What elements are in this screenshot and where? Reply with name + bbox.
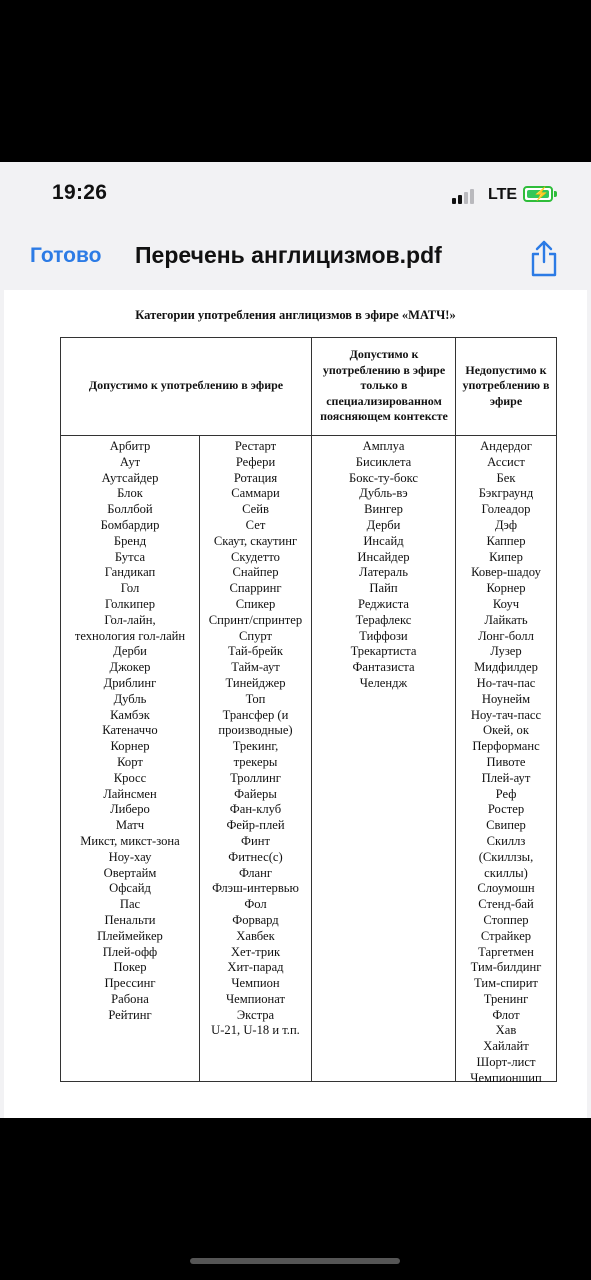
- document-heading: Категории употребления англицизмов в эфире «МАТЧ!»: [135, 308, 456, 322]
- list-item: Микст, микст-зона: [80, 833, 180, 848]
- battery-cap: [554, 191, 557, 197]
- list-item: Дэф: [494, 517, 518, 532]
- header-special-context: Допустимо к употреблению в эфире только в специализированном поясняющем контексте: [320, 347, 448, 424]
- list-item: Бокс-ту-бокс: [348, 470, 419, 485]
- list-item: Бутса: [114, 549, 146, 564]
- list-item: Амплуа: [362, 439, 405, 453]
- list-item: Но-тач-пас: [476, 675, 536, 690]
- list-item: Спикер: [235, 596, 276, 611]
- list-item: Джокер: [109, 660, 151, 675]
- list-item: Корнер: [110, 739, 150, 754]
- list-item: Трансфер (и: [222, 707, 289, 722]
- list-item: Тайм-аут: [231, 660, 280, 675]
- list-item: Гол-лайн,: [104, 612, 156, 627]
- list-item: Дубль-вэ: [359, 486, 408, 501]
- list-item: Окей, ок: [483, 723, 529, 738]
- list-item: Офсайд: [109, 881, 151, 896]
- list-item: Ротация: [233, 470, 278, 485]
- list-item: Мидфилдер: [474, 660, 538, 675]
- list-item: Либеро: [110, 802, 150, 817]
- list-item: технология гол-лайн: [74, 628, 186, 643]
- table-border-right: [556, 337, 557, 1082]
- list-item: Рабона: [111, 991, 149, 1006]
- list-item: Прессинг: [104, 976, 156, 991]
- list-item: Хит-парад: [227, 960, 284, 975]
- list-item: Файеры: [234, 786, 277, 801]
- list-item: Экстра: [236, 1007, 275, 1022]
- list-item: Овертайм: [103, 865, 157, 880]
- list-item: Скудетто: [231, 549, 280, 564]
- list-item: Сейв: [242, 502, 269, 517]
- list-item: U-21, U-18 и т.п.: [211, 1023, 300, 1038]
- home-indicator[interactable]: [190, 1258, 400, 1264]
- allowed-column-2: [200, 439, 311, 1039]
- list-item: Стенд-бай: [478, 897, 534, 912]
- list-item: Пайп: [369, 581, 398, 596]
- allowed-column-1: [61, 439, 199, 1023]
- list-item: Коуч: [492, 596, 520, 611]
- list-item: Бэкграунд: [478, 486, 534, 501]
- list-item: Флэш-интервью: [212, 881, 299, 896]
- list-item: Голеадор: [481, 502, 531, 517]
- list-item: Фланг: [238, 865, 273, 880]
- list-item: Лайкать: [484, 612, 528, 627]
- list-item: Скиллз: [486, 833, 526, 848]
- list-item: Бренд: [113, 533, 147, 548]
- list-item: Дубль: [113, 691, 147, 706]
- list-item: Корт: [117, 754, 143, 769]
- list-item: Троллинг: [230, 770, 281, 785]
- list-item: Тай-брейк: [227, 644, 284, 659]
- list-item: Рефери: [235, 454, 276, 469]
- list-item: Аутсайдер: [101, 470, 159, 485]
- list-item: Плеймейкер: [97, 928, 163, 943]
- list-item: Хайлайт: [483, 1039, 529, 1054]
- list-item: Спурт: [238, 628, 273, 643]
- list-item: Лузер: [490, 644, 522, 659]
- list-item: Стоппер: [483, 912, 529, 927]
- list-item: Чемпионшип: [470, 1070, 542, 1085]
- list-item: Камбэк: [110, 707, 150, 722]
- list-item: Тим-билдинг: [470, 960, 542, 975]
- list-item: Тиффози: [359, 628, 408, 643]
- list-item: Фейр-плей: [226, 818, 285, 833]
- list-item: Шорт-лист: [476, 1055, 536, 1070]
- header-allowed: Допустимо к употреблению в эфире: [88, 378, 284, 393]
- list-item: Дриблинг: [103, 675, 157, 690]
- list-item: Пивоте: [486, 754, 526, 769]
- list-item: Спарринг: [229, 581, 282, 596]
- list-item: скиллы): [484, 865, 528, 880]
- photo-frame-bottom: [0, 1118, 591, 1280]
- list-item: Ноу-хау: [108, 849, 152, 864]
- list-item: Трекартиста: [350, 644, 417, 659]
- list-item: Фан-клуб: [229, 802, 282, 817]
- signal-strength-icon: [452, 186, 482, 204]
- list-item: Фантазиста: [352, 660, 415, 675]
- list-item: Форвард: [232, 912, 279, 927]
- list-item: Аут: [119, 454, 141, 469]
- list-item: производные): [218, 723, 293, 738]
- list-item: Флот: [492, 1007, 520, 1022]
- list-item: Реджиста: [358, 596, 409, 611]
- list-item: Кипер: [489, 549, 523, 564]
- status-bar: [0, 162, 591, 226]
- done-button[interactable]: Готово: [30, 244, 102, 267]
- list-item: Рейтинг: [108, 1007, 152, 1022]
- list-item: Ноунейм: [481, 691, 531, 706]
- list-item: Гол: [120, 581, 140, 596]
- status-time: 19:26: [52, 181, 108, 204]
- list-item: Страйкер: [480, 928, 532, 943]
- list-item: Покер: [113, 960, 147, 975]
- list-item: Голкипер: [104, 596, 156, 611]
- list-item: Ростер: [487, 802, 525, 817]
- list-item: Снайпер: [232, 565, 279, 580]
- list-item: Хав: [495, 1023, 517, 1038]
- list-item: Боллбой: [107, 502, 153, 517]
- list-item: Челендж: [359, 675, 408, 690]
- list-item: Бомбардир: [100, 517, 160, 532]
- list-item: Реф: [495, 786, 517, 801]
- list-item: Катеначчо: [102, 723, 158, 738]
- list-item: Андердог: [480, 439, 532, 453]
- navigation-bar: [0, 226, 591, 290]
- list-item: Чемпионат: [225, 991, 286, 1006]
- list-item: Терафлекс: [355, 612, 412, 627]
- list-item: трекеры: [233, 754, 278, 769]
- list-item: Плей-офф: [102, 944, 158, 959]
- list-item: Ноу-тач-пасс: [470, 707, 542, 722]
- pdf-page[interactable]: [4, 290, 587, 1118]
- list-item: Таргетмен: [478, 944, 534, 959]
- list-item: Свипер: [486, 818, 526, 833]
- list-item: Лонг-болл: [478, 628, 534, 643]
- list-item: Кросс: [113, 770, 147, 785]
- list-item: Пас: [119, 897, 141, 912]
- header-divider: [60, 435, 557, 436]
- list-item: Тинейджер: [225, 675, 286, 690]
- list-item: Трекинг,: [232, 739, 279, 754]
- list-item: Саммари: [231, 486, 280, 501]
- list-item: Латераль: [359, 565, 408, 580]
- list-item: Скаут, скаутинг: [213, 533, 298, 548]
- list-item: Тим-спирит: [474, 976, 538, 991]
- list-item: Дерби: [366, 517, 401, 532]
- list-item: Блок: [117, 486, 143, 501]
- share-icon[interactable]: [526, 238, 562, 278]
- list-item: Корнер: [486, 581, 526, 596]
- list-item: Бисиклета: [355, 454, 412, 469]
- photo-frame-top: [0, 0, 591, 162]
- list-item: Рестарт: [234, 439, 277, 453]
- list-item: Матч: [115, 818, 145, 833]
- list-item: Пенальти: [104, 912, 156, 927]
- list-item: Ковер-шадоу: [471, 565, 541, 580]
- list-item: (Скиллзы,: [478, 849, 534, 864]
- battery-charging-icon: ⚡: [523, 186, 553, 202]
- list-item: Гандикап: [104, 565, 156, 580]
- list-item: Дерби: [113, 644, 147, 659]
- list-item: Топ: [245, 691, 266, 706]
- list-item: Инсайдер: [357, 549, 410, 564]
- list-item: Ассист: [487, 454, 525, 469]
- list-item: Сет: [245, 517, 266, 532]
- list-item: Плей-аут: [481, 770, 531, 785]
- list-item: Хет-трик: [230, 944, 281, 959]
- anglicisms-table: [60, 337, 557, 1085]
- list-item: Слоумошн: [477, 881, 535, 896]
- list-item: Каппер: [486, 533, 526, 548]
- list-item: Фол: [244, 897, 267, 912]
- list-item: Фитнес(с): [228, 849, 283, 864]
- list-item: Чемпион: [231, 976, 280, 991]
- list-item: Арбитр: [109, 439, 151, 453]
- list-item: Хавбек: [236, 928, 275, 943]
- phone-screen: [0, 162, 591, 1118]
- list-item: Инсайд: [363, 533, 404, 548]
- header-forbidden: Недопустимо к употреблению в эфире: [462, 362, 550, 408]
- list-item: Бек: [496, 470, 516, 485]
- list-item: Вингер: [364, 502, 403, 517]
- list-item: Финт: [241, 833, 270, 848]
- network-type: LTE: [488, 186, 518, 203]
- special-context-column: [312, 439, 455, 692]
- list-item: Лайнсмен: [103, 786, 157, 801]
- document-title: Перечень англицизмов.pdf: [135, 242, 442, 268]
- list-item: Тренинг: [483, 991, 529, 1006]
- list-item: Перформанс: [472, 739, 540, 754]
- forbidden-column: [456, 439, 556, 1087]
- list-item: Спринт/спринтер: [208, 612, 303, 627]
